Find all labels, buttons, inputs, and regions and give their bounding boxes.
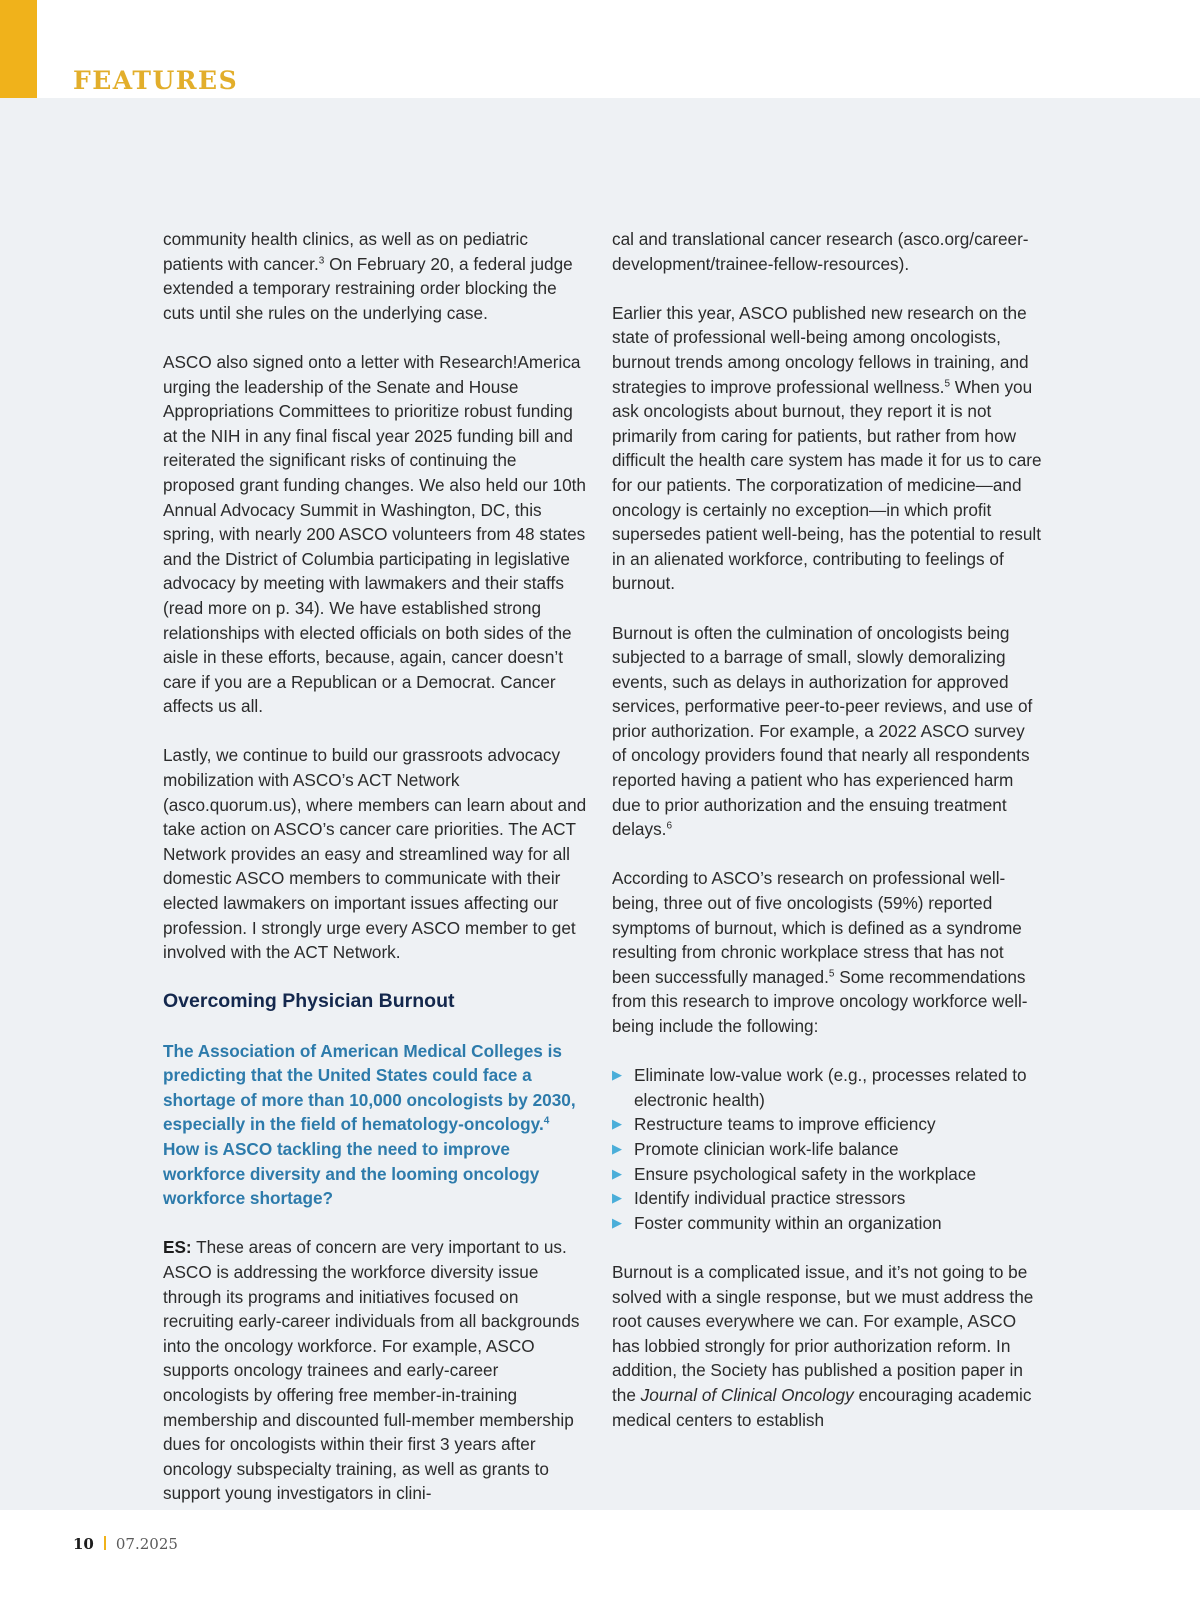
text: Burnout is a complicated issue, and it’s not going to be solved with a single response, but we must address the root causes everywhere we can. For example, ASCO has lobbied strongly for prior authorization reform. In addition, the Society has published a position paper in the: [612, 1261, 1034, 1405]
text: When you ask oncologists about burnout, they report it is not primarily from caring for patients, but rather from how difficult the health care system has made it for us to care for our patients. The corporatization of medicine—and oncology is certainly no exception—in which profit supersedes patient well-being, has the potential to result in an alienated workforce, contributing to feelings of burnout.: [612, 376, 1042, 594]
interview-answer: [163, 1235, 588, 1506]
list-item: [612, 1063, 1042, 1112]
text: Some recommendations from this research to improve oncology workforce well-being include the following:: [612, 966, 1028, 1036]
footnote-ref: 5: [944, 377, 951, 389]
text: Eliminate low-value work (e.g., processes related to electronic health): [634, 1065, 1027, 1110]
journal-title: Journal of Clinical Oncology: [640, 1384, 854, 1405]
right-paragraph-3: [612, 621, 1042, 842]
right-paragraph-1: cal and translational cancer research (asco.org/career-development/trainee-fellow-resources).: [612, 229, 1029, 274]
footnote-ref: 4: [543, 1115, 550, 1127]
triangle-bullet-icon: ▶: [612, 1190, 622, 1206]
text: These areas of concern are very important to us. ASCO is addressing the workforce diversity issue through its programs and initiatives focused on recruiting early-career individuals from all backgrounds into the oncology workforce. For example, ASCO supports oncology trainees and early-career oncologists by offering free member-in-training membership and discounted full-member membership dues for oncologists within their first 3 years after oncology subspecialty training, as well as grants to support young investigators in clini-: [163, 1237, 580, 1504]
text: Earlier this year, ASCO published new research on the state of professional well-being among oncologists, burnout trends among oncology fellows in training, and strategies to improve professional wellness.: [612, 302, 1029, 397]
list-item: [612, 1112, 1042, 1137]
text: community health clinics, as well as on pediatric patients with cancer.: [163, 229, 528, 274]
right-paragraph-4: [612, 866, 1042, 1038]
right-paragraph-5: [612, 1260, 1042, 1432]
text: According to ASCO’s research on professional well-being, three out of five oncologists (59%) reported symptoms of burnout, which is defined as a syndrome resulting from chronic workplace stress that has not been successfully managed.: [612, 868, 1022, 987]
left-paragraph-3: Lastly, we continue to build our grassroots advocacy mobilization with ASCO’s ACT Network (asco.quorum.us), where members can learn about and take action on ASCO’s cancer care priorities. The ACT Network provides an easy and streamlined way for all domestic ASCO members to communicate with their elected lawmakers on important issues affecting our profession. I strongly urge every ASCO member to get involved with the ACT Network.: [163, 745, 587, 963]
interview-question: [163, 1039, 588, 1211]
triangle-bullet-icon: ▶: [612, 1067, 622, 1083]
text: Foster community within an organization: [634, 1212, 942, 1233]
left-column: [163, 227, 588, 1506]
triangle-bullet-icon: ▶: [612, 1214, 622, 1230]
section-heading: Overcoming Physician Burnout: [163, 990, 455, 1013]
footnote-ref: 5: [828, 968, 835, 980]
text: Promote clinician work-life balance: [634, 1138, 899, 1159]
list-item: [612, 1162, 1042, 1187]
issue-date: 07.2025: [115, 1535, 178, 1553]
text: The Association of American Medical Colleges is predicting that the United States could face a shortage of more than 10,000 oncologists by 2030, especially in the field of hematology-oncology.: [163, 1040, 576, 1135]
text: Restructure teams to improve efficiency: [634, 1114, 936, 1135]
footnote-ref: 3: [318, 254, 325, 266]
section-label: FEATURES: [73, 66, 239, 95]
left-paragraph-1: [163, 227, 588, 325]
page-number: 10: [73, 1535, 94, 1553]
right-column: [612, 227, 1042, 1432]
triangle-bullet-icon: ▶: [612, 1116, 622, 1132]
footnote-ref: 6: [666, 820, 673, 832]
speaker-label: ES:: [163, 1237, 192, 1258]
text: How is ASCO tackling the need to improve workforce diversity and the looming oncology workforce shortage?: [163, 1138, 540, 1209]
page-footer: [73, 1535, 178, 1553]
left-paragraph-2: ASCO also signed onto a letter with Research!America urging the leadership of the Senate and House Appropriations Committees to prioritize robust funding at the NIH in any final fiscal year 2025 funding bill and reiterated the significant risks of continuing the proposed grant funding changes. We also held our 10th Annual Advocacy Summit in Washington, DC, this spring, with nearly 200 ASCO volunteers from 48 states and the District of Columbia participating in legislative advocacy by meeting with lawmakers and their staffs (read more on p. 34). We have established strong relationships with elected officials on both sides of the aisle in these efforts, because, again, cancer doesn’t care if you are a Republican or a Democrat. Cancer affects us all.: [163, 351, 586, 717]
list-item: [612, 1137, 1042, 1162]
text: Ensure psychological safety in the workplace: [634, 1163, 977, 1184]
text: Burnout is often the culmination of oncologists being subjected to a barrage of small, slowly demoralizing events, such as delays in authorization for approved services, performative peer-to-peer reviews, and use of prior authorization. For example, a 2022 ASCO survey of oncology providers found that nearly all respondents reported having a patient who has experienced harm due to prior authorization and the ensuing treatment delays.: [612, 622, 1033, 840]
triangle-bullet-icon: ▶: [612, 1165, 622, 1181]
triangle-bullet-icon: ▶: [612, 1140, 622, 1156]
right-paragraph-2: [612, 301, 1042, 596]
text: Identify individual practice stressors: [634, 1188, 906, 1209]
recommendation-list: [612, 1063, 1042, 1235]
list-item: [612, 1186, 1042, 1211]
text: encouraging academic medical centers to establish: [612, 1384, 1032, 1430]
footer-divider: [104, 1536, 106, 1550]
list-item: [612, 1211, 1042, 1236]
text: On February 20, a federal judge extended a temporary restraining order blocking the cuts until she rules on the underlying case.: [163, 253, 573, 323]
